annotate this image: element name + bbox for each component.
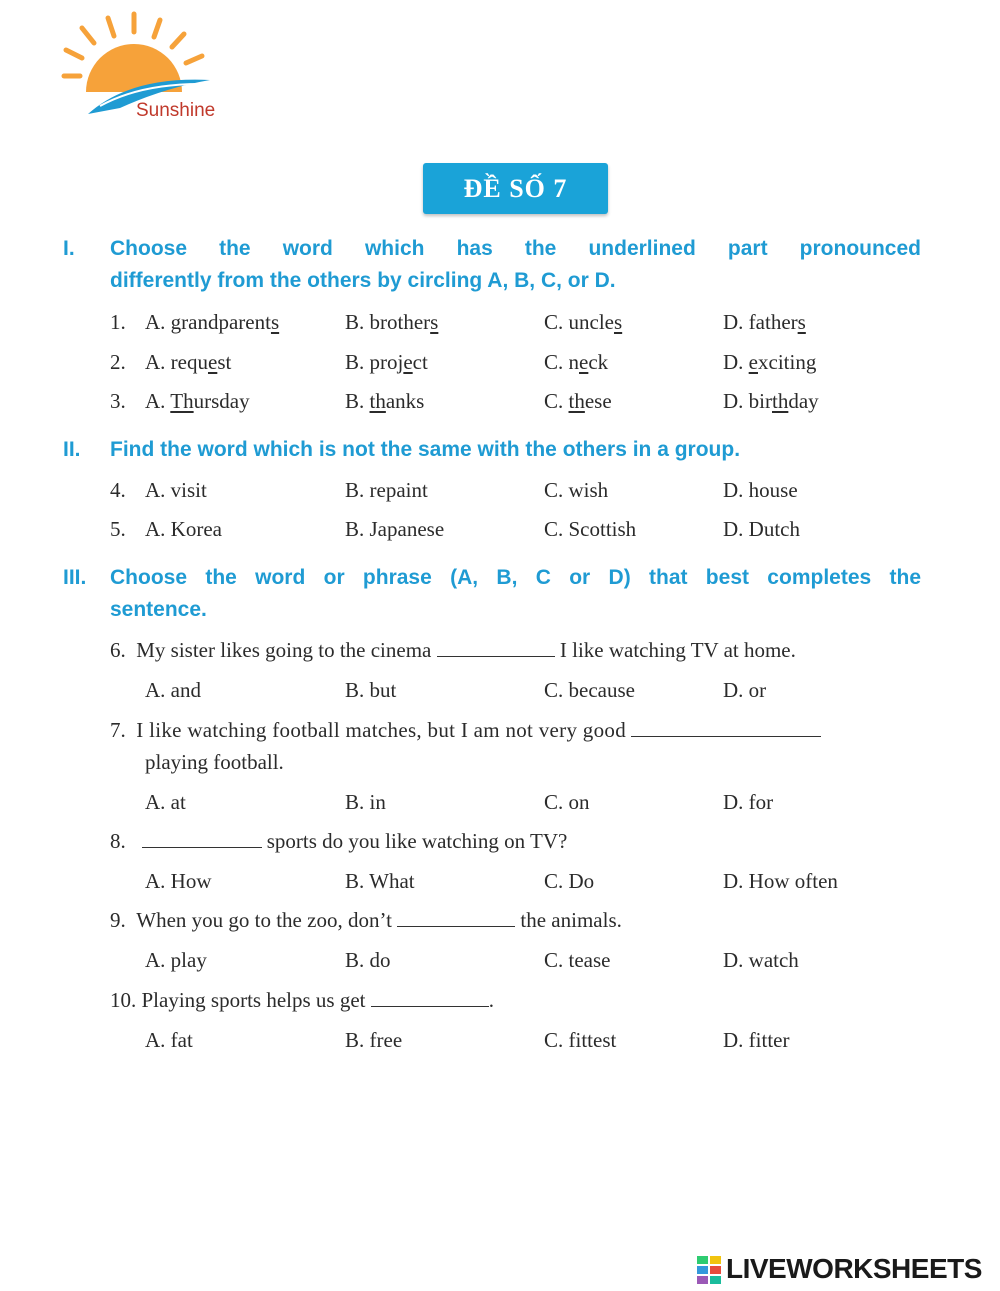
option-c[interactable]: C. uncles xyxy=(544,310,623,334)
option-a[interactable]: A. grandparents xyxy=(145,310,280,334)
option-d[interactable]: D. exciting xyxy=(723,350,817,374)
option-c[interactable]: C. wish xyxy=(544,478,609,502)
question-8-stem: 8. sports do you like watching on TV? xyxy=(110,825,567,857)
liveworksheets-logo-icon xyxy=(697,1254,723,1286)
option-d[interactable]: D. birthday xyxy=(723,389,819,413)
option-c[interactable]: C. because xyxy=(544,678,635,702)
section-instruction-line: sentence. xyxy=(110,598,207,621)
option-d[interactable]: D. How often xyxy=(723,869,838,893)
question-2 xyxy=(110,347,930,377)
option-b[interactable]: B. in xyxy=(345,790,386,814)
question-number: 4. xyxy=(110,478,126,502)
question-number: 10. xyxy=(110,988,137,1012)
liveworksheets-brand: LIVEWORKSHEETS xyxy=(726,1253,982,1284)
section-instruction-line: Choose the word or phrase (A, B, C or D) that best completes the xyxy=(110,566,921,589)
question-number: 7. xyxy=(110,718,126,742)
option-d[interactable]: D. or xyxy=(723,678,767,702)
option-a[interactable]: A. and xyxy=(145,678,201,702)
question-number: 9. xyxy=(110,908,126,932)
question-10-options xyxy=(110,1025,930,1055)
option-d[interactable]: D. fitter xyxy=(723,1028,790,1052)
section-instruction-line: differently from the others by circling A, B, C, or D. xyxy=(110,269,616,292)
option-c[interactable]: C. neck xyxy=(544,350,609,374)
question-9-stem: 9. When you go to the zoo, don’t the animals. xyxy=(110,904,622,936)
section-number: III. xyxy=(63,566,87,589)
question-5 xyxy=(110,514,930,544)
section-instruction-line: Choose the word which has the underlined part pronounced xyxy=(110,237,921,260)
option-b[interactable]: B. project xyxy=(345,350,428,374)
option-a[interactable]: A. Thursday xyxy=(145,389,250,413)
question-10-stem: 10. Playing sports helps us get . xyxy=(110,984,494,1016)
question-1 xyxy=(110,307,930,337)
option-d[interactable]: D. house xyxy=(723,478,798,502)
option-c[interactable]: C. on xyxy=(544,790,590,814)
option-c[interactable]: C. Scottish xyxy=(544,517,637,541)
option-a[interactable]: A. Korea xyxy=(145,517,222,541)
question-number: 3. xyxy=(110,389,126,413)
question-3 xyxy=(110,386,930,416)
question-number: 6. xyxy=(110,638,126,662)
section-number: I. xyxy=(63,237,75,260)
answer-blank[interactable] xyxy=(437,634,555,657)
question-6-options xyxy=(110,675,930,705)
option-c[interactable]: C. these xyxy=(544,389,612,413)
answer-blank[interactable] xyxy=(631,714,821,737)
question-6-stem: 6. My sister likes going to the cinema I like watching TV at home. xyxy=(110,634,796,666)
question-7-options xyxy=(110,787,930,817)
option-d[interactable]: D. fathers xyxy=(723,310,806,334)
option-c[interactable]: C. Do xyxy=(544,869,595,893)
question-4 xyxy=(110,475,930,505)
section-2-heading xyxy=(63,434,921,466)
option-d[interactable]: D. watch xyxy=(723,948,799,972)
option-a[interactable]: A. How xyxy=(145,869,212,893)
option-c[interactable]: C. fittest xyxy=(544,1028,617,1052)
option-b[interactable]: B. brothers xyxy=(345,310,439,334)
section-number: II. xyxy=(63,438,81,461)
section-instruction-line: Find the word which is not the same with the others in a group. xyxy=(110,438,741,461)
answer-blank[interactable] xyxy=(371,984,489,1007)
option-b[interactable]: B. free xyxy=(345,1028,403,1052)
option-b[interactable]: B. thanks xyxy=(345,389,425,413)
question-9-options xyxy=(110,945,930,975)
section-1-heading xyxy=(63,233,921,297)
option-a[interactable]: A. fat xyxy=(145,1028,193,1052)
question-number: 8. xyxy=(110,829,126,853)
option-c[interactable]: C. tease xyxy=(544,948,611,972)
option-d[interactable]: D. for xyxy=(723,790,774,814)
answer-blank[interactable] xyxy=(142,825,262,848)
option-b[interactable]: B. Japanese xyxy=(345,517,445,541)
question-number: 2. xyxy=(110,350,126,374)
option-a[interactable]: A. request xyxy=(145,350,232,374)
option-a[interactable]: A. play xyxy=(145,948,207,972)
option-d[interactable]: D. Dutch xyxy=(723,517,800,541)
answer-blank[interactable] xyxy=(397,904,515,927)
question-8-options xyxy=(110,866,930,896)
option-a[interactable]: A. at xyxy=(145,790,186,814)
option-b[interactable]: B. do xyxy=(345,948,391,972)
option-a[interactable]: A. visit xyxy=(145,478,207,502)
page-title: ĐỀ SỐ 7 xyxy=(423,163,608,214)
option-b[interactable]: B. but xyxy=(345,678,397,702)
option-b[interactable]: B. repaint xyxy=(345,478,428,502)
logo-text: Sunshine xyxy=(136,100,216,121)
question-7-stem-line2: playing football. xyxy=(145,750,284,774)
question-number: 5. xyxy=(110,517,126,541)
section-3-heading xyxy=(63,562,921,626)
question-number: 1. xyxy=(110,310,126,334)
question-7-stem: 7. I like watching football matches, but I am not very good xyxy=(110,714,922,746)
option-b[interactable]: B. What xyxy=(345,869,415,893)
